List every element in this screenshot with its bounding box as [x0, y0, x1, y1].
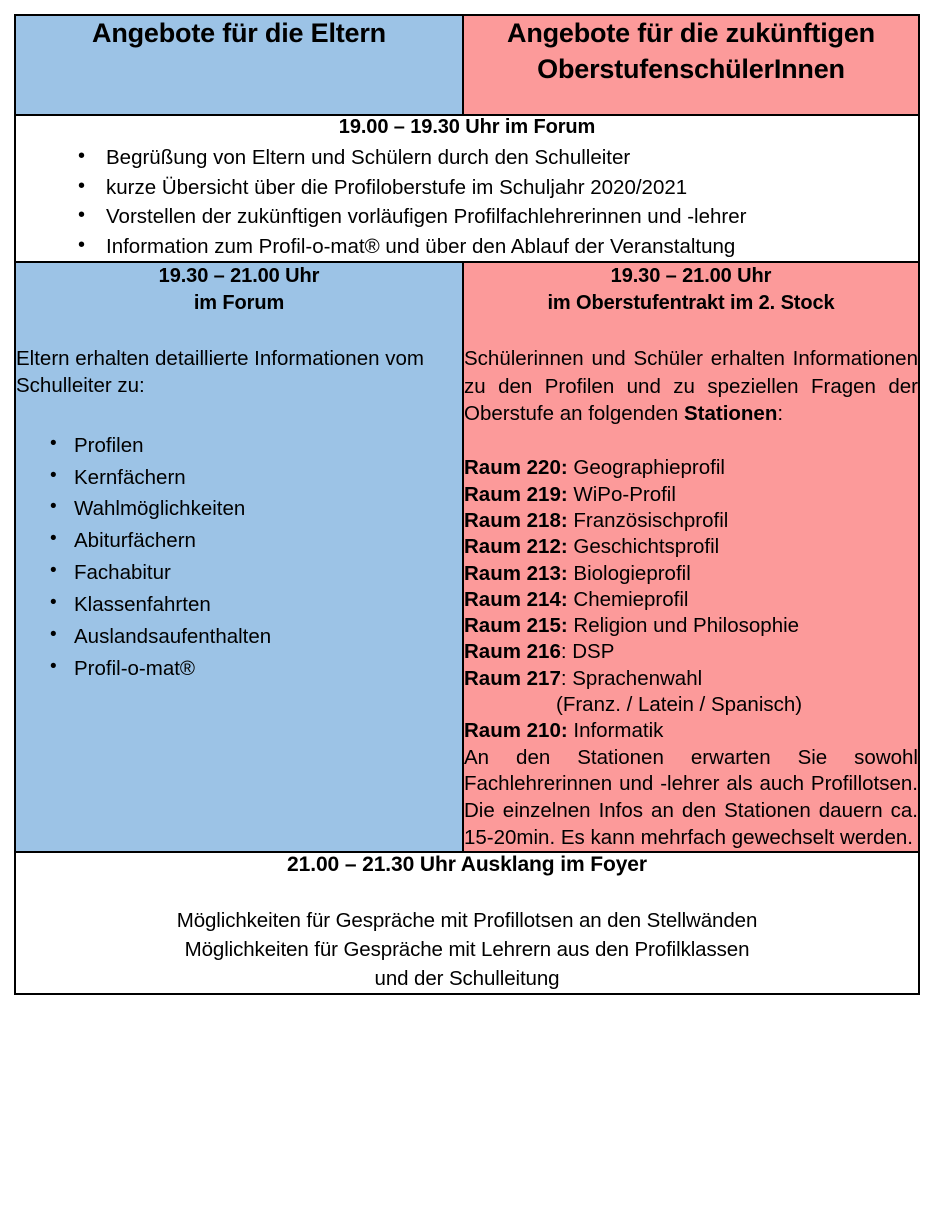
schedule-table: [14, 14, 920, 995]
room-label: Raum 210:: [464, 719, 568, 743]
room-entry: [464, 718, 918, 744]
plenum-title: 19.00 – 19.30 Uhr im Forum: [338, 116, 596, 138]
table-row-footer: [15, 852, 919, 994]
parents-time-line1: 19.30 – 21.00 Uhr: [158, 265, 320, 288]
room-value: WiPo-Profil: [573, 482, 676, 506]
list-item: • Vorstellen der zukünftigen vorläufigen Profilfachlehrerinnen und -lehrer: [16, 202, 918, 232]
room-entry: [464, 455, 918, 481]
footer-line-1: Möglichkeiten für Gespräche mit Profillotsen an den Stellwänden: [176, 909, 758, 933]
room-value: Chemieprofil: [573, 587, 689, 611]
students-room-list: [464, 455, 918, 745]
room-value: Religion und Philosophie: [573, 614, 800, 638]
students-content-cell: [463, 262, 919, 852]
students-closing-paragraph: An den Stationen erwarten Sie sowohl Fachlehrerinnen und -lehrer als auch Profillotsen. Die einzelnen Infos an den Stationen dauern ca. 15-20min. Es kann mehrfach gewechselt werden.: [464, 745, 918, 849]
parents-time-title: [16, 263, 462, 317]
students-intro-stations-label: Stationen: [683, 401, 778, 425]
footer-cell: [15, 852, 919, 994]
header-students-title-line2: OberstufenschülerInnen: [537, 53, 845, 84]
table-row-plenum: [15, 115, 919, 262]
room-label: Raum 214:: [464, 587, 568, 611]
footer-line-2: Möglichkeiten für Gespräche mit Lehrern aus den Profilklassen: [184, 938, 750, 962]
plenum-cell: [15, 115, 919, 262]
list-item: • Information zum Profil-o-mat® und über den Ablauf der Veranstaltung: [16, 232, 918, 262]
plenum-bullet-list: [16, 143, 918, 261]
room-value: Französischprofil: [573, 508, 729, 532]
list-item: • Abiturfächern: [16, 525, 462, 557]
room-entry: [464, 534, 918, 560]
list-item: • Kernfächern: [16, 462, 462, 494]
footer-lines: [16, 907, 918, 993]
students-time-title: [464, 263, 918, 317]
room-entry: [464, 613, 918, 639]
list-item: • kurze Übersicht über die Profiloberstufe im Schuljahr 2020/2021: [16, 173, 918, 203]
room-entry: [464, 587, 918, 613]
room-value: Informatik: [573, 719, 664, 743]
list-item: • Auslandsaufenthalten: [16, 621, 462, 653]
list-item: • Wahlmöglichkeiten: [16, 493, 462, 525]
parents-intro-text: Eltern erhalten detaillierte Informationen vom Schulleiter zu:: [16, 347, 424, 398]
footer-title: 21.00 – 21.30 Uhr Ausklang im Foyer: [287, 853, 647, 877]
list-item: • Profil-o-mat®: [16, 653, 462, 685]
room-label: Raum 219:: [464, 482, 568, 506]
footer-line-3: und der Schulleitung: [374, 966, 560, 990]
header-cell-parents: [15, 15, 463, 115]
room-entry: [464, 639, 918, 665]
room-label: Raum 217: [464, 666, 561, 690]
room-label: Raum 213:: [464, 561, 568, 585]
header-students-title-line1: Angebote für die zukünftigen: [507, 18, 875, 48]
room-label: Raum 216: [464, 640, 561, 664]
list-item: • Profilen: [16, 430, 462, 462]
room-entry-continuation: [464, 692, 918, 718]
room-entry: [464, 666, 918, 692]
room-value: Biologieprofil: [573, 561, 691, 585]
table-row-header: [15, 15, 919, 115]
room-value-continuation: (Franz. / Latein / Spanisch): [556, 693, 803, 717]
room-entry: [464, 482, 918, 508]
students-time-line2: im Oberstufentrakt im 2. Stock: [547, 292, 835, 315]
room-label: Raum 220:: [464, 456, 568, 480]
students-time-line1: 19.30 – 21.00 Uhr: [610, 265, 772, 288]
header-parents-title: Angebote für die Eltern: [92, 18, 386, 48]
room-value: Geschichtsprofil: [573, 535, 720, 559]
room-value: : DSP: [560, 640, 615, 664]
room-label: Raum 215:: [464, 614, 568, 638]
parents-content-cell: [15, 262, 463, 852]
header-cell-students: [463, 15, 919, 115]
room-label: Raum 218:: [464, 508, 568, 532]
list-item: • Fachabitur: [16, 557, 462, 589]
room-label: Raum 212:: [464, 535, 568, 559]
students-intro-colon: :: [777, 401, 784, 425]
room-entry: [464, 508, 918, 534]
parents-topic-list: [16, 430, 462, 686]
list-item: • Begrüßung von Eltern und Schülern durch den Schulleiter: [16, 143, 918, 173]
table-row-main: [15, 262, 919, 852]
parents-time-line2: im Forum: [193, 292, 285, 315]
room-value: Geographieprofil: [573, 456, 725, 480]
room-entry: [464, 561, 918, 587]
students-intro-paragraph: [464, 345, 918, 427]
list-item: • Klassenfahrten: [16, 589, 462, 621]
room-value: : Sprachenwahl: [560, 666, 703, 690]
students-intro-text: Schülerinnen und Schüler erhalten Informationen zu den Profilen und zu speziellen Fragen der Oberstufe an folgenden: [464, 347, 918, 425]
